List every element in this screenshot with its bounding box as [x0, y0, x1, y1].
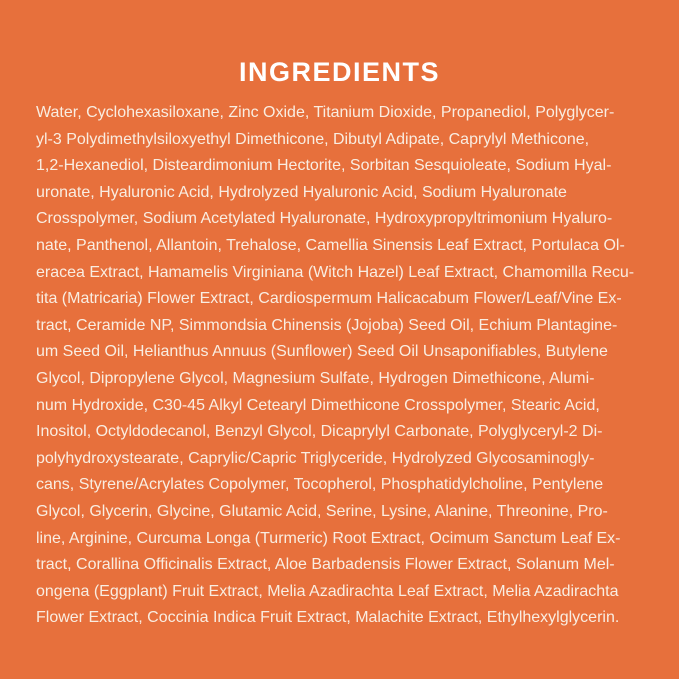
ingredients-line: um Seed Oil, Helianthus Annuus (Sunflower) Seed Oil Unsaponifiables, Butylene [36, 343, 608, 361]
ingredients-line: Crosspolymer, Sodium Acetylated Hyaluronate, Hydroxypropyltrimonium Hyaluro- [36, 210, 613, 228]
ingredients-line: Glycol, Dipropylene Glycol, Magnesium Sulfate, Hydrogen Dimethicone, Alumi- [36, 369, 595, 387]
ingredients-line: Water, Cyclohexasiloxane, Zinc Oxide, Titanium Dioxide, Propanediol, Polyglycer- [36, 104, 615, 121]
ingredients-line: tract, Corallina Officinalis Extract, Aloe Barbadensis Flower Extract, Solanum Mel- [36, 556, 615, 574]
ingredients-text [36, 100, 645, 632]
ingredients-line: polyhydroxystearate, Caprylic/Capric Triglyceride, Hydrolyzed Glycosaminogly- [36, 449, 595, 467]
ingredients-line: 1,2-Hexanediol, Disteardimonium Hectorite, Sorbitan Sesquioleate, Sodium Hyal- [36, 157, 612, 175]
ingredients-line: cans, Styrene/Acrylates Copolymer, Tocopherol, Phosphatidylcholine, Pentylene [36, 476, 604, 494]
ingredients-line: line, Arginine, Curcuma Longa (Turmeric) Root Extract, Ocimum Sanctum Leaf Ex- [36, 529, 621, 547]
ingredients-line: num Hydroxide, C30-45 Alkyl Cetearyl Dimethicone Crosspolymer, Stearic Acid, [36, 396, 600, 414]
ingredients-title: INGREDIENTS [238, 57, 441, 87]
ingredients-line: tita (Matricaria) Flower Extract, Cardiospermum Halicacabum Flower/Leaf/Vine Ex- [36, 290, 622, 308]
ingredients-line: eracea Extract, Hamamelis Virginiana (Witch Hazel) Leaf Extract, Chamomilla Recu- [36, 263, 635, 281]
ingredients-line: Flower Extract, Coccinia Indica Fruit Extract, Malachite Extract, Ethylhexylglycerin. [36, 609, 620, 627]
ingredients-line: ongena (Eggplant) Fruit Extract, Melia Azadirachta Leaf Extract, Melia Azadirachta [36, 582, 619, 600]
ingredients-line: Glycol, Glycerin, Glycine, Glutamic Acid, Serine, Lysine, Alanine, Threonine, Pro- [36, 502, 608, 520]
ingredients-line: yl-3 Polydimethylsiloxyethyl Dimethicone, Dibutyl Adipate, Caprylyl Methicone, [36, 130, 590, 148]
ingredients-line: Inositol, Octyldodecanol, Benzyl Glycol, Dicaprylyl Carbonate, Polyglyceryl-2 Di- [36, 423, 603, 441]
ingredients-line: tract, Ceramide NP, Simmondsia Chinensis (Jojoba) Seed Oil, Echium Plantagine- [36, 316, 618, 334]
ingredients-line: nate, Panthenol, Allantoin, Trehalose, Camellia Sinensis Leaf Extract, Portulaca Ol- [36, 236, 625, 254]
ingredients-line: uronate, Hyaluronic Acid, Hydrolyzed Hyaluronic Acid, Sodium Hyaluronate [36, 183, 567, 201]
